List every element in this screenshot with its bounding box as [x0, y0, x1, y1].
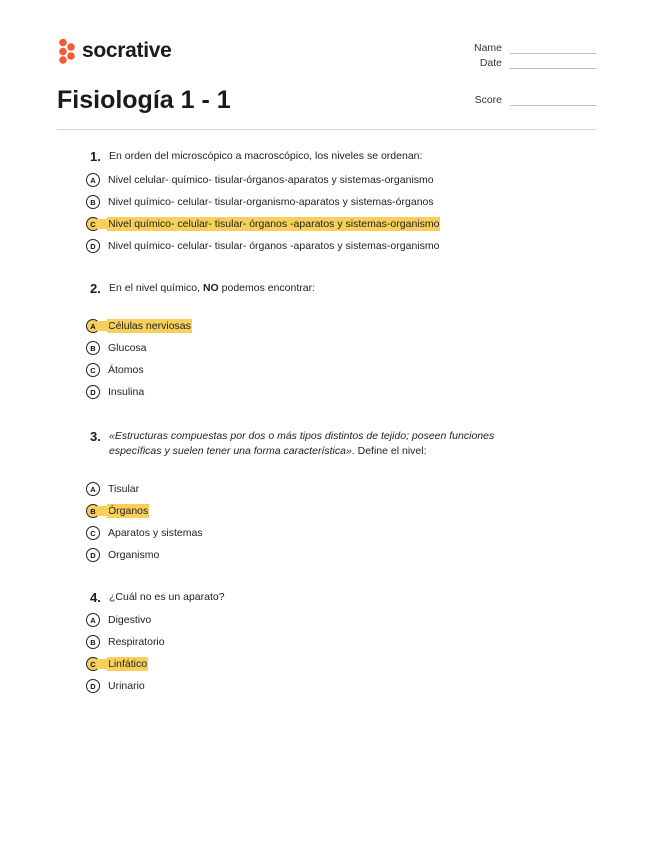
question-text	[109, 281, 566, 296]
score-field	[475, 94, 596, 106]
socrative-logo	[57, 37, 172, 65]
option-text: Nivel celular- químico- tisular-órganos-aparatos y sistemas-organismo	[108, 174, 434, 186]
option-letter-badge: A	[86, 613, 100, 627]
option-letter-badge: B	[86, 341, 100, 355]
option-text: Digestivo	[108, 614, 152, 626]
option-text: Respiratorio	[108, 636, 165, 648]
socrative-logo-icon	[57, 38, 77, 64]
question-header	[90, 149, 566, 164]
date-field	[480, 57, 596, 69]
name-line	[510, 42, 596, 54]
question-header	[90, 590, 566, 605]
option-letter-badge: C	[86, 217, 100, 231]
option-a-correct[interactable]	[86, 315, 566, 337]
date-line	[510, 57, 596, 69]
option-d[interactable]	[86, 235, 566, 257]
option-c-correct[interactable]	[86, 213, 566, 235]
option-letter-badge: C	[86, 657, 100, 671]
question-4	[86, 590, 566, 697]
option-text: Glucosa	[108, 342, 147, 354]
question-header	[90, 281, 566, 296]
option-text: Órganos	[108, 505, 149, 517]
page-title: Fisiología 1 - 1	[57, 86, 231, 114]
option-letter-badge: A	[86, 319, 100, 333]
question-text-emphasis: NO	[202, 282, 219, 294]
option-d[interactable]	[86, 381, 566, 403]
option-text: Aparatos y sistemas	[108, 527, 203, 539]
question-2	[86, 281, 566, 403]
score-label: Score	[474, 94, 502, 106]
question-quote-line-1: «Estructuras compuestas por dos o más tipos distintos de tejido; poseen funciones	[109, 430, 495, 442]
option-text: Organismo	[108, 549, 160, 561]
option-letter-badge: B	[86, 504, 100, 518]
option-a[interactable]	[86, 169, 566, 191]
question-text-end: podemos encontrar:	[218, 282, 316, 294]
option-a[interactable]	[86, 609, 566, 631]
question-text: ¿Cuál no es un aparato?	[109, 591, 225, 603]
question-text-end: . Define el nivel:	[351, 445, 427, 457]
question-header	[90, 429, 566, 459]
option-letter-badge: C	[86, 363, 100, 377]
option-text: Nivel químico- celular- tisular- órganos -aparatos y sistemas-organismo	[108, 218, 440, 230]
options-list	[86, 169, 566, 257]
option-c[interactable]	[86, 522, 566, 544]
question-quote-line-2: específicas y suelen tener una forma característica»	[109, 445, 352, 457]
option-b[interactable]	[86, 337, 566, 359]
option-letter-badge: B	[86, 195, 100, 209]
question-1	[86, 149, 566, 257]
options-list	[86, 478, 566, 566]
question-number: 1.	[90, 149, 101, 164]
option-d[interactable]	[86, 544, 566, 566]
option-letter-badge: D	[86, 385, 100, 399]
option-c[interactable]	[86, 359, 566, 381]
option-c-correct[interactable]	[86, 653, 566, 675]
question-3	[86, 429, 566, 566]
option-text: Linfático	[108, 658, 148, 670]
option-b[interactable]	[86, 631, 566, 653]
option-letter-badge: B	[86, 635, 100, 649]
header-divider	[57, 129, 596, 130]
question-number: 3.	[90, 429, 101, 444]
options-list	[86, 609, 566, 697]
option-b-correct[interactable]	[86, 500, 566, 522]
question-number: 2.	[90, 281, 101, 296]
option-text: Tisular	[108, 483, 140, 495]
question-text-start: En el nivel químico,	[109, 282, 203, 294]
worksheet-header	[0, 0, 654, 130]
option-text: Insulina	[108, 386, 145, 398]
option-letter-badge: A	[86, 482, 100, 496]
option-letter-badge: D	[86, 548, 100, 562]
date-label: Date	[479, 57, 502, 69]
option-text: Nivel químico- celular- tisular- órganos -aparatos y sistemas-organismo	[108, 240, 440, 252]
options-list	[86, 315, 566, 403]
score-line	[510, 94, 596, 106]
option-letter-badge: D	[86, 679, 100, 693]
option-letter-badge: D	[86, 239, 100, 253]
option-text: Urinario	[108, 680, 145, 692]
option-text: Átomos	[108, 364, 144, 376]
brand-name: socrative	[82, 39, 172, 62]
question-text: En orden del microscópico a macroscópico, los niveles se ordenan:	[109, 150, 423, 162]
name-label: Name	[473, 42, 502, 54]
name-field	[474, 42, 596, 54]
question-number: 4.	[90, 590, 101, 605]
option-a[interactable]	[86, 478, 566, 500]
option-text: Células nerviosas	[108, 320, 191, 332]
option-b[interactable]	[86, 191, 566, 213]
option-letter-badge: A	[86, 173, 100, 187]
option-text: Nivel químico- celular- tisular-organismo-aparatos y sistemas-órganos	[108, 196, 434, 208]
option-d[interactable]	[86, 675, 566, 697]
option-letter-badge: C	[86, 526, 100, 540]
question-text	[109, 429, 566, 459]
